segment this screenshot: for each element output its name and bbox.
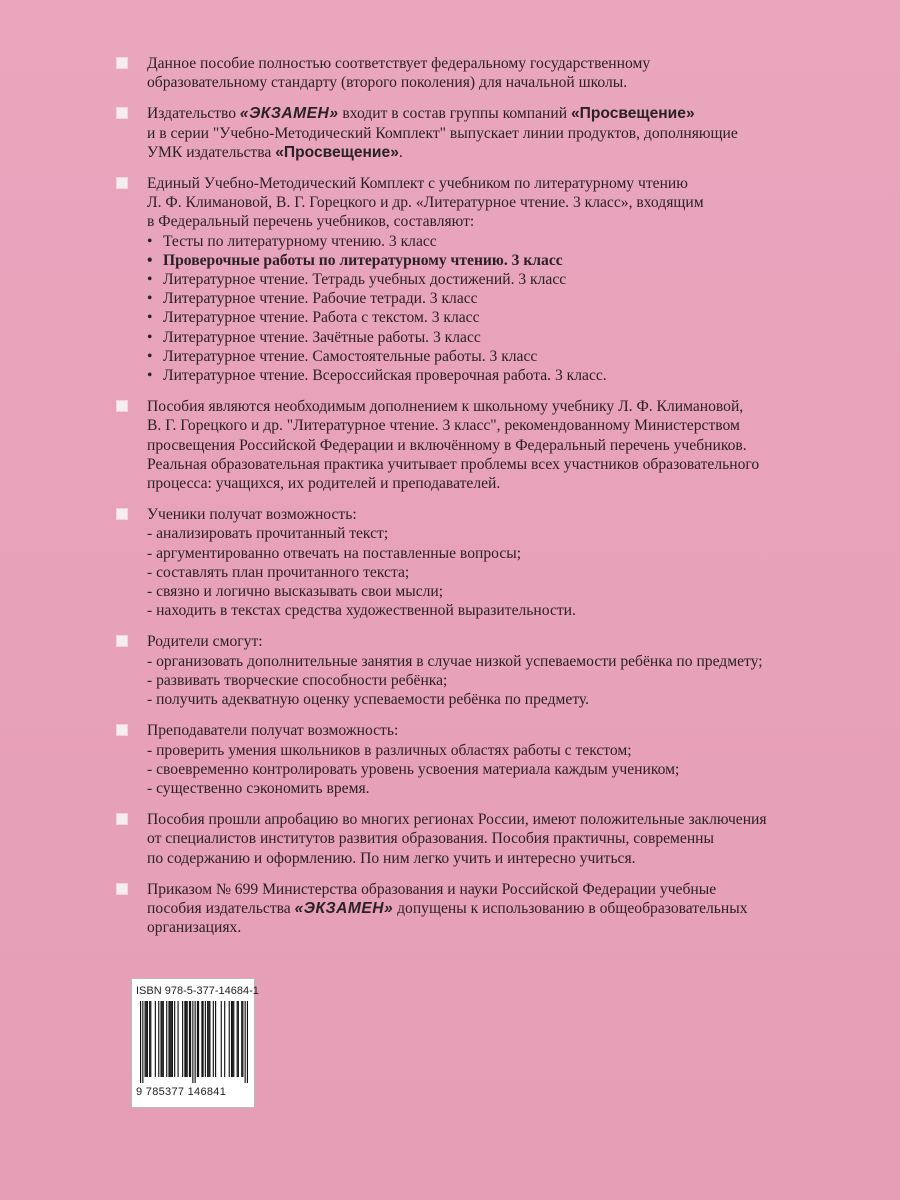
barcode-bar — [147, 1001, 148, 1077]
list-item-text: Литературное чтение. Зачётные работы. 3 класс — [163, 328, 481, 346]
paragraph — [117, 721, 867, 798]
list-item-text: Литературное чтение. Работа с текстом. 3 класс — [163, 309, 480, 327]
text-line — [147, 779, 867, 798]
list-item — [147, 251, 867, 270]
barcode-bar — [237, 1001, 238, 1077]
text-run: от специалистов институтов развития образования. Пособия практичны, современны — [147, 830, 714, 848]
paragraph — [117, 880, 867, 938]
text-run: процесса: учащихся, их родителей и преподавателей. — [147, 475, 501, 493]
text-run: УМК издательства — [147, 143, 276, 161]
barcode-bar — [209, 1001, 210, 1077]
text-line — [147, 741, 867, 760]
barcode-bar — [184, 1001, 185, 1077]
text-run: входит в состав группы компаний — [338, 105, 571, 123]
list-item-text: Литературное чтение. Тетрадь учебных достижений. 3 класс — [163, 271, 567, 289]
bullet-dot-icon: • — [147, 367, 153, 385]
barcode-bar — [195, 1001, 196, 1083]
text-line — [147, 143, 867, 162]
bullet-dot-icon: • — [147, 251, 153, 269]
text-run: Приказом № 699 Министерства образования и науки Российской Федерации учебные — [147, 880, 717, 898]
text-line — [147, 416, 867, 435]
publisher-name: «ЭКЗАМЕН» — [294, 899, 394, 917]
text-run: - получить адекватную оценку успеваемости ребёнка по предмету. — [147, 691, 590, 709]
barcode-bar — [241, 1001, 242, 1077]
barcode-bar — [142, 1001, 143, 1083]
publisher-name: «Просвещение» — [570, 105, 695, 123]
back-cover-text — [117, 54, 867, 949]
text-run: - организовать дополнительные занятия в случае низкой успеваемости ребёнка по предмету; — [147, 652, 763, 670]
paragraph — [117, 810, 867, 868]
text-line — [147, 73, 867, 92]
list-item — [147, 270, 867, 289]
text-run: - составлять план прочитанного текста; — [147, 563, 410, 581]
text-line — [147, 721, 867, 740]
text-line — [147, 760, 867, 779]
text-line — [147, 810, 867, 829]
barcode-bar — [163, 1001, 164, 1077]
text-line — [147, 505, 867, 524]
barcode-bar — [170, 1001, 171, 1077]
barcode-bar — [172, 1001, 173, 1077]
barcode-bar — [213, 1001, 214, 1077]
barcode-bar — [185, 1001, 186, 1077]
barcode-bar — [160, 1001, 161, 1077]
text-line — [147, 632, 867, 651]
barcode-bar — [207, 1001, 208, 1077]
publisher-name: «ЭКЗАМЕН» — [239, 105, 339, 123]
paragraph — [117, 174, 867, 385]
barcode-bar — [171, 1001, 172, 1077]
text-run: по содержанию и оформлению. По ним легко учить и интересно учиться. — [147, 849, 636, 867]
barcode-bar — [208, 1001, 209, 1077]
barcode-bar — [155, 1001, 156, 1077]
text-line — [147, 880, 867, 899]
isbn-label: ISBN 978-5-377-14684-1 — [136, 985, 259, 997]
list-item — [147, 328, 867, 347]
text-run: В. Г. Горецкого и др. "Литературное чтение. 3 класс", рекомендованному Министерством — [147, 417, 740, 435]
barcode-bar — [205, 1001, 206, 1077]
text-line — [147, 174, 867, 193]
barcode-bar — [149, 1001, 150, 1077]
text-line — [147, 544, 867, 563]
text-line — [147, 474, 867, 493]
publisher-name: «Просвещение» — [275, 143, 399, 161]
list-item-text: Литературное чтение. Рабочие тетради. 3 класс — [163, 290, 478, 308]
barcode-bar — [189, 1001, 190, 1077]
list-item — [147, 347, 867, 366]
text-run: Данное пособие полностью соответствует федеральному государственному — [147, 55, 651, 72]
barcode-bar — [140, 1001, 141, 1083]
text-run: - аргументированно отвечать на поставленные вопросы; — [147, 544, 522, 562]
text-line — [147, 899, 867, 918]
square-bullet-icon — [117, 814, 127, 824]
barcode-bar — [166, 1001, 167, 1077]
text-line — [147, 193, 867, 212]
list-item — [147, 232, 867, 251]
paragraph — [117, 104, 867, 162]
text-line — [147, 436, 867, 455]
barcode-bar — [238, 1001, 239, 1077]
text-line — [147, 829, 867, 848]
barcode-bar — [145, 1001, 146, 1077]
square-bullet-icon — [117, 725, 127, 735]
barcode-bar — [198, 1001, 199, 1077]
barcode-bar — [182, 1001, 183, 1077]
square-bullet-icon — [117, 401, 127, 411]
list-item — [147, 289, 867, 308]
text-line — [147, 652, 867, 671]
barcode-bar — [158, 1001, 159, 1077]
barcode-bar — [231, 1001, 232, 1077]
text-run: - анализировать прочитанный текст; — [147, 525, 389, 543]
barcode-bar — [221, 1001, 222, 1077]
text-line — [147, 524, 867, 543]
text-run: Ученики получат возможность: — [147, 506, 357, 524]
text-line — [147, 212, 867, 231]
text-line — [147, 104, 867, 123]
bullet-dot-icon: • — [147, 290, 153, 308]
text-run: образовательному стандарту (второго поколения) для начальной школы. — [147, 74, 628, 92]
barcode-bar — [168, 1001, 169, 1077]
barcode-bar — [187, 1001, 188, 1077]
barcode-bar — [192, 1001, 193, 1083]
text-line — [147, 397, 867, 416]
barcode-bar — [146, 1001, 147, 1077]
barcode-bar — [174, 1001, 175, 1077]
barcode-bar — [232, 1001, 233, 1077]
text-run: пособия издательства — [147, 899, 295, 917]
text-run: - находить в текстах средства художественной выразительности. — [147, 602, 576, 620]
text-run: Пособия являются необходимым дополнением к школьному учебнику Л. Ф. Климановой, — [147, 398, 744, 416]
text-run: - проверить умения школьников в различных областях работы с текстом; — [147, 741, 632, 759]
square-bullet-icon — [117, 108, 127, 118]
text-run: Преподаватели получат возможность: — [147, 722, 399, 740]
barcode-bar — [224, 1001, 225, 1077]
text-line — [147, 124, 867, 143]
paragraph — [117, 397, 867, 493]
text-run: - существенно сэкономить время. — [147, 779, 370, 797]
barcode-bars — [140, 1001, 248, 1083]
paragraph — [117, 632, 867, 709]
list-item-text: Литературное чтение. Всероссийская проверочная работа. 3 класс. — [163, 367, 607, 385]
text-line — [147, 849, 867, 868]
text-run: Единый Учебно-Методический Комплект с учебником по литературному чтению — [147, 175, 688, 193]
barcode-bar — [162, 1001, 163, 1077]
barcode-bar — [242, 1001, 243, 1077]
text-line — [147, 601, 867, 620]
list-item-text: Проверочные работы по литературному чтению. 3 класс — [163, 251, 563, 269]
list-item-text: Тесты по литературному чтению. 3 класс — [163, 232, 437, 250]
text-line — [147, 582, 867, 601]
text-line — [147, 563, 867, 582]
text-line — [147, 671, 867, 690]
list-item-text: Литературное чтение. Самостоятельные работы. 3 класс — [163, 347, 538, 365]
barcode-bar — [190, 1001, 191, 1077]
isbn-barcode — [131, 978, 259, 1108]
bullet-dot-icon: • — [147, 328, 153, 346]
bullet-dot-icon: • — [147, 309, 153, 327]
text-run: Пособия прошли апробацию во многих регионах России, имеют положительные заключения — [147, 811, 767, 829]
text-run: Реальная образовательная практика учитывает проблемы всех участников образовательного — [147, 455, 760, 473]
barcode-bar — [203, 1001, 204, 1077]
text-run: организациях. — [147, 919, 242, 937]
text-line — [147, 690, 867, 709]
text-run: просвещения Российской Федерации и включённому в Федеральный перечень учебников. — [147, 436, 747, 454]
text-run: Родители смогут: — [147, 633, 263, 651]
text-run: в Федеральный перечень учебников, составляют: — [147, 213, 475, 231]
paragraph — [117, 54, 867, 92]
barcode-bar — [215, 1001, 216, 1077]
barcode-bar — [150, 1001, 151, 1077]
text-run: - своевременно контролировать уровень усвоения материала каждым учеником; — [147, 760, 680, 778]
bullet-dot-icon: • — [147, 271, 153, 289]
text-run: и в серии "Учебно-Методический Комплект" выпускает линии продуктов, дополняющие — [147, 124, 738, 142]
text-run: - развивать творческие способности ребёнка; — [147, 671, 448, 689]
text-line — [147, 918, 867, 937]
barcode-bar — [178, 1001, 179, 1077]
square-bullet-icon — [117, 636, 127, 646]
bullet-dot-icon: • — [147, 347, 153, 365]
text-run: Л. Ф. Климановой, В. Г. Горецкого и др. «Литературное чтение. 3 класс», входящим — [147, 194, 704, 212]
barcode-bar — [233, 1001, 234, 1077]
text-run: . — [398, 143, 403, 161]
barcode-bar — [245, 1001, 246, 1083]
barcode-bar — [201, 1001, 202, 1077]
text-line — [147, 455, 867, 474]
text-run: - связно и логично высказывать свои мысли; — [147, 583, 444, 601]
square-bullet-icon — [117, 509, 127, 519]
text-run: Издательство — [147, 105, 240, 123]
list-item — [147, 308, 867, 327]
bullet-dot-icon: • — [147, 232, 153, 250]
square-bullet-icon — [117, 178, 127, 188]
text-run: допущены к использованию в общеобразовательных — [393, 899, 748, 917]
barcode-bar — [229, 1001, 230, 1077]
paragraph — [117, 505, 867, 620]
barcode-bar — [247, 1001, 248, 1083]
text-line — [147, 54, 867, 73]
square-bullet-icon — [117, 58, 127, 68]
square-bullet-icon — [117, 884, 127, 894]
list-item — [147, 366, 867, 385]
barcode-bar — [197, 1001, 198, 1077]
barcode-digits: 9 785377 146841 — [136, 1086, 227, 1098]
